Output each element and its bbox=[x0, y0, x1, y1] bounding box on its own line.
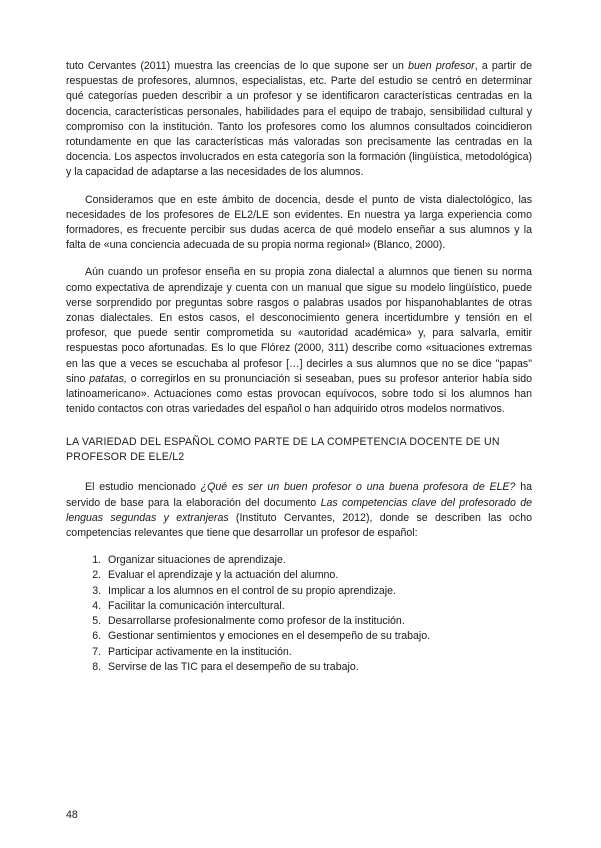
list-item: 1. Organizar situaciones de aprendizaje. bbox=[104, 553, 532, 568]
competencies-list bbox=[66, 553, 532, 675]
page-number: 48 bbox=[66, 809, 78, 821]
paragraph-1: tuto Cervantes (2011) muestra las creencias de lo que supone ser un buen profesor, a partir de respuestas de profesores, alumnos, especialistas, etc. Parte del estudio se centró en determinar qué categorías pueden describir a un profesor y se identificaron características centradas en la docencia, características personales, habilidades para el equipo de trabajo, sensibilidad cultural y compromiso con la institución. Tanto los profesores como los alumnos consultados coincidieron rotundamente en que las características más valoradas son precisamente las centradas en la docencia. Los aspectos involucrados en esta categoría son la formación (lingüística, metodológica) y la capacidad de adaptarse a las necesidades de los alumnos. bbox=[66, 60, 533, 179]
list-item: 5. Desarrollarse profesionalmente como profesor de la institución. bbox=[104, 614, 532, 629]
list-item: 6. Gestionar sentimientos y emociones en el desempeño de su trabajo. bbox=[104, 629, 532, 644]
list-item: 7. Participar activamente en la institución. bbox=[104, 645, 532, 660]
paragraph-4: El estudio mencionado ¿Qué es ser un buen profesor o una buena profesora de ELE? ha servido de base para la elaboración del documento Las competencias clave del profesorado de lenguas segundas y extranjeras (Instituto Cervantes, 2012), donde se describen las ocho competencias relevantes que tiene que desarrollar un profesor de español: bbox=[66, 481, 532, 540]
list-item: 3. Implicar a los alumnos en el control de su propio aprendizaje. bbox=[104, 584, 532, 599]
section-heading: LA VARIEDAD DEL ESPAÑOL COMO PARTE DE LA COMPETENCIA DOCENTE DE UN PROFESOR DE ELE/L2 bbox=[66, 436, 500, 463]
list-item: 8. Servirse de las TIC para el desempeño de su trabajo. bbox=[104, 660, 532, 675]
paragraph-3: Aún cuando un profesor enseña en su propia zona dialectal a alumnos que tienen su norma como expectativa de aprendizaje y cuenta con un manual que sigue su modelo lingüístico, puede verse sorprendido por preguntas sobre rasgos o palabras usados por hispanohablantes de otras zonas dialectales. En estos casos, el desconocimiento genera incertidumbre y tensión en el profesor, que puede sentir comprometida su «autoridad académica» y, para salvarla, emitir respuestas poco afortunadas. Es lo que Flórez (2000, 311) describe como «situaciones extremas en las que a veces se escuchaba al profesor […] decirles a sus alumnos que no se dice "papas" sino patatas, o corregirlos en su pronunciación si seseaban, pues su profesor anterior había sido latinoamericano». Actuaciones como estas provocan equívocos, sobre todo si los alumnos han tenido contactos con otras variedades del español o han adquirido otros modelos normativos. bbox=[66, 266, 532, 416]
list-item: 2. Evaluar el aprendizaje y la actuación del alumno. bbox=[104, 568, 532, 583]
paragraph-2: Consideramos que en este ámbito de docencia, desde el punto de vista dialectológico, las necesidades de los profesores de EL2/LE son evidentes. En nuestra ya larga experiencia como formadores, es frecuente percibir sus dudas acerca de qué modelo enseñar a sus alumnos y la falta de «una conciencia adecuada de su propia norma regional» (Blanco, 2000). bbox=[66, 193, 532, 252]
list-item: 4. Facilitar la comunicación intercultural. bbox=[104, 599, 532, 614]
page-body bbox=[66, 59, 532, 675]
